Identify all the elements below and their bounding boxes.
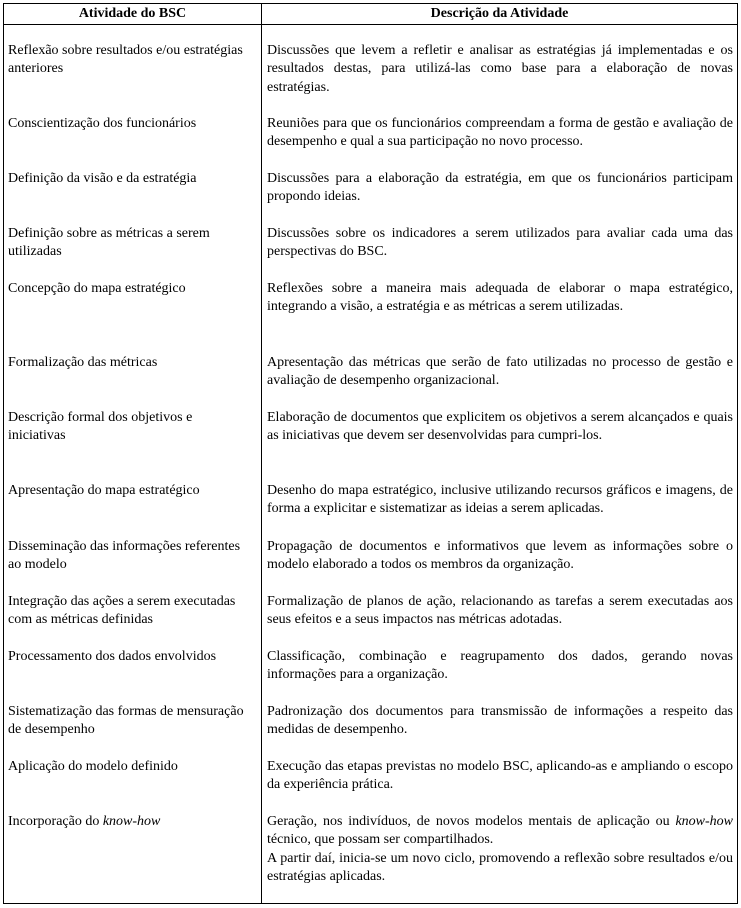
row-3-activity: Definição da visão e da estratégia: [8, 171, 197, 186]
row-8-activity: Apresentação do mapa estratégico: [8, 483, 200, 498]
row-6-activity: Formalização das métricas: [8, 355, 158, 370]
row-4-description: Discussões sobre os indicadores a serem utilizados para avaliar cada uma das perspectivas do BSC.: [267, 226, 733, 260]
row-7-description: Elaboração de documentos que explicitem os objetivos a serem alcançados e quais as iniciativas que devem ser desenvolvidas para cumpri-los.: [267, 410, 733, 444]
row-2-activity: Conscientização dos funcionários: [8, 116, 197, 131]
header-description: Descrição da Atividade: [430, 6, 569, 21]
row-1-description: Discussões que levem a refletir e analisar as estratégias já implementadas e os resultados destas, para utilizá-las como base para a elaboração de novas estratégias.: [267, 43, 733, 95]
row-2-description: Reuniões para que os funcionários compreendam a forma de gestão e avaliação de desempenho e qual a sua participação no novo processo.: [267, 116, 733, 150]
row-5-activity: Concepção do mapa estratégico: [8, 281, 186, 296]
header-divider: [4, 24, 737, 25]
row-4-activity: Definição sobre as métricas a serem utilizadas: [8, 226, 210, 260]
row-14-description: [267, 813, 733, 886]
row-3-description: Discussões para a elaboração da estratégia, em que os funcionários participam propondo ideias.: [267, 171, 733, 205]
row-10-description: Formalização de planos de ação, relacionando as tarefas a serem executadas aos seus efeitos e a seus impactos nas métricas adotadas.: [267, 594, 733, 628]
row-14-description-emphasis: know-how: [675, 814, 734, 829]
row-12-description: Padronização dos documentos para transmissão de informações a respeito das medidas de desempenho.: [267, 704, 733, 738]
row-10-activity: Integração das ações a serem executadas com as métricas definidas: [8, 594, 236, 628]
row-14-description-part3: A partir daí, inicia-se um novo ciclo, promovendo a reflexão sobre resultados e/ou estratégias aplicadas.: [267, 850, 733, 884]
row-14-description-part1: Geração, nos indivíduos, de novos modelos mentais de aplicação ou: [267, 814, 670, 829]
header-activity: Atividade do BSC: [78, 6, 187, 21]
row-9-activity: Disseminação das informações referentes ao modelo: [8, 539, 241, 573]
row-8-description: Desenho do mapa estratégico, inclusive utilizando recursos gráficos e imagens, de forma a explicitar e sistematizar as ideias a serem aplicadas.: [267, 483, 733, 517]
row-6-description: Apresentação das métricas que serão de fato utilizadas no processo de gestão e avaliação de desempenho organizacional.: [267, 355, 733, 389]
row-5-description: Reflexões sobre a maneira mais adequada de elaborar o mapa estratégico, integrando a visão, a estratégia e as métricas a serem utilizadas.: [267, 281, 733, 315]
bsc-activities-table: [3, 3, 738, 904]
row-1-activity: Reflexão sobre resultados e/ou estratégias anteriores: [8, 43, 243, 77]
row-14-description-part2: técnico, que possam ser compartilhados.: [267, 832, 494, 848]
row-11-description: Classificação, combinação e reagrupamento dos dados, gerando novas informações para a organização.: [267, 649, 733, 683]
row-7-activity: Descrição formal dos objetivos e iniciativas: [8, 410, 193, 444]
row-11-activity: Processamento dos dados envolvidos: [8, 649, 217, 664]
row-9-description: Propagação de documentos e informativos que levem as informações sobre o modelo elaborado a todos os membros da organização.: [267, 539, 733, 573]
column-divider: [261, 4, 262, 903]
row-14-activity-prefix: Incorporação do: [8, 814, 100, 829]
row-13-activity: Aplicação do modelo definido: [8, 759, 178, 774]
row-14-activity: [8, 813, 253, 831]
row-13-description: Execução das etapas previstas no modelo BSC, aplicando-as e ampliando o escopo da experiência prática.: [267, 759, 733, 793]
row-14-activity-emphasis: know-how: [102, 814, 161, 829]
row-12-activity: Sistematização das formas de mensuração de desempenho: [8, 704, 244, 738]
